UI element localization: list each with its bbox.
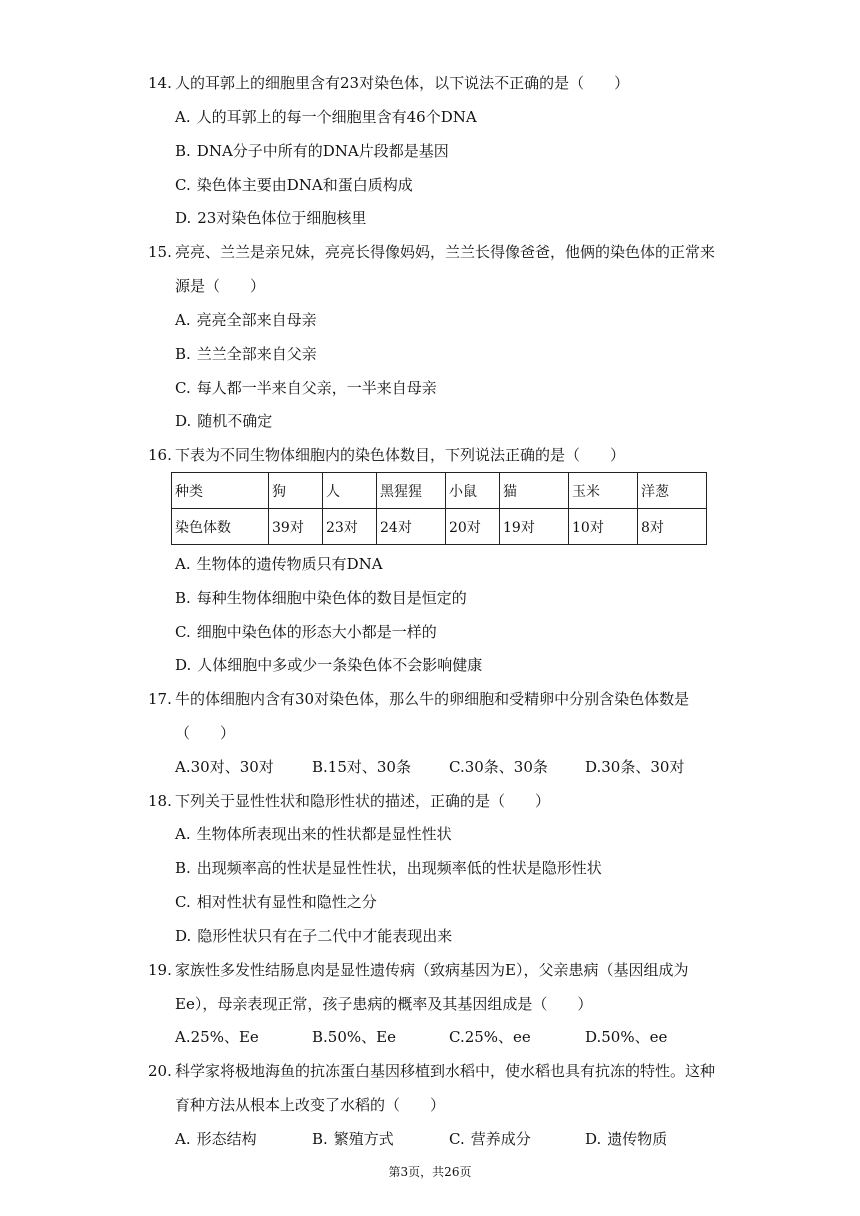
option-text: 23对染色体位于细胞核里 bbox=[197, 209, 367, 227]
option-letter: D. bbox=[175, 412, 192, 430]
option-letter: B. bbox=[175, 589, 191, 607]
option-text: 染色体主要由DNA和蛋白质构成 bbox=[196, 176, 413, 194]
question-text-continued: （ ） bbox=[175, 724, 236, 742]
option-a bbox=[175, 1129, 257, 1149]
table-cell: 猫 bbox=[500, 473, 569, 509]
option-d bbox=[175, 926, 452, 946]
question-15 bbox=[148, 242, 715, 262]
option-b bbox=[312, 1027, 396, 1047]
question-number: 19. bbox=[148, 961, 172, 979]
table-cell: 洋葱 bbox=[638, 473, 707, 509]
option-text: 30条、30条 bbox=[464, 758, 548, 776]
option-text: 15对、30条 bbox=[327, 758, 411, 776]
option-d bbox=[585, 1027, 667, 1047]
option-text: 出现频率高的性状是显性性状，出现频率低的性状是隐形性状 bbox=[196, 859, 602, 877]
option-letter: B. bbox=[175, 345, 191, 363]
option-text: 每人都一半来自父亲，一半来自母亲 bbox=[196, 379, 437, 397]
table-cell: 黑猩猩 bbox=[377, 473, 446, 509]
option-text: 随机不确定 bbox=[197, 412, 273, 430]
option-text: 生物体所表现出来的性状都是显性性状 bbox=[196, 825, 452, 843]
question-20 bbox=[148, 1061, 715, 1081]
option-b bbox=[175, 588, 467, 608]
question-16 bbox=[148, 445, 625, 465]
option-text: 50%、ee bbox=[601, 1028, 668, 1046]
question-number: 17. bbox=[148, 690, 172, 708]
question-number: 16. bbox=[148, 446, 172, 464]
option-d bbox=[175, 655, 482, 675]
question-text: 牛的体细胞内含有30对染色体，那么牛的卵细胞和受精卵中分别含染色体数是 bbox=[175, 690, 690, 708]
option-letter: C. bbox=[449, 1130, 465, 1148]
option-text: 每种生物体细胞中染色体的数目是恒定的 bbox=[196, 589, 467, 607]
option-letter: A. bbox=[175, 108, 191, 126]
option-a bbox=[175, 107, 477, 127]
option-c bbox=[449, 1027, 531, 1047]
option-text: 生物体的遗传物质只有DNA bbox=[196, 555, 383, 573]
option-c bbox=[175, 622, 437, 642]
option-a bbox=[175, 310, 317, 330]
question-text-continued: 育种方法从根本上改变了水稻的（ ） bbox=[175, 1096, 446, 1114]
option-letter: B. bbox=[312, 1028, 328, 1046]
option-letter: C. bbox=[175, 176, 191, 194]
option-text: 30对、30对 bbox=[190, 758, 274, 776]
option-letter: D. bbox=[175, 656, 192, 674]
question-text-continued: 源是（ ） bbox=[175, 277, 266, 295]
option-letter: D. bbox=[585, 758, 602, 776]
table-cell: 24对 bbox=[377, 509, 446, 545]
question-text: 家族性多发性结肠息肉是显性遗传病（致病基因为E），父亲患病（基因组成为 bbox=[175, 961, 689, 979]
question-text: 下表为不同生物体细胞内的染色体数目，下列说法正确的是（ ） bbox=[175, 446, 626, 464]
option-text: 50%、Ee bbox=[327, 1028, 396, 1046]
question-number: 15. bbox=[148, 243, 172, 261]
table-cell: 23对 bbox=[323, 509, 377, 545]
option-text: 人体细胞中多或少一条染色体不会影响健康 bbox=[197, 656, 483, 674]
option-letter: C. bbox=[449, 758, 465, 776]
option-c bbox=[175, 175, 413, 195]
question-18 bbox=[148, 791, 550, 811]
option-text: 遗传物质 bbox=[607, 1130, 668, 1148]
option-letter: C. bbox=[175, 893, 191, 911]
option-letter: C. bbox=[175, 379, 191, 397]
table-cell: 10对 bbox=[569, 509, 638, 545]
option-a bbox=[175, 824, 452, 844]
option-b bbox=[312, 1129, 394, 1149]
question-text: 人的耳郭上的细胞里含有23对染色体，以下说法不正确的是（ ） bbox=[175, 74, 630, 92]
option-letter: D. bbox=[585, 1028, 602, 1046]
question-19 bbox=[148, 960, 688, 980]
table-cell: 20对 bbox=[446, 509, 500, 545]
option-text: 25%、Ee bbox=[190, 1028, 259, 1046]
option-letter: B. bbox=[175, 859, 191, 877]
option-letter: A. bbox=[175, 311, 191, 329]
question-14 bbox=[148, 73, 629, 93]
question-number: 20. bbox=[148, 1062, 172, 1080]
question-number: 14. bbox=[148, 74, 172, 92]
question-number: 18. bbox=[148, 792, 172, 810]
option-letter: A. bbox=[175, 1028, 191, 1046]
table-cell: 人 bbox=[323, 473, 377, 509]
option-d bbox=[585, 1129, 667, 1149]
option-letter: A. bbox=[175, 1130, 191, 1148]
option-text: 兰兰全部来自父亲 bbox=[196, 345, 317, 363]
option-letter: B. bbox=[312, 758, 328, 776]
option-text: 30条、30对 bbox=[601, 758, 685, 776]
option-letter: D. bbox=[175, 927, 192, 945]
table-cell: 8对 bbox=[638, 509, 707, 545]
option-letter: B. bbox=[312, 1130, 328, 1148]
option-text: 细胞中染色体的形态大小都是一样的 bbox=[196, 623, 437, 641]
table-cell: 种类 bbox=[172, 473, 269, 509]
table-cell: 狗 bbox=[269, 473, 323, 509]
question-text: 亮亮、兰兰是亲兄妹，亮亮长得像妈妈，兰兰长得像爸爸，他俩的染色体的正常来 bbox=[175, 243, 716, 261]
option-d bbox=[175, 411, 272, 431]
question-text-continued: Ee），母亲表现正常，孩子患病的概率及其基因组成是（ ） bbox=[175, 995, 593, 1013]
question-17 bbox=[148, 689, 689, 709]
option-text: DNA分子中所有的DNA片段都是基因 bbox=[196, 142, 449, 160]
table-cell: 小鼠 bbox=[446, 473, 500, 509]
option-b bbox=[312, 757, 411, 777]
option-c bbox=[449, 757, 548, 777]
option-a bbox=[175, 757, 274, 777]
option-letter: A. bbox=[175, 555, 191, 573]
option-c bbox=[175, 892, 377, 912]
option-c bbox=[175, 378, 437, 398]
option-text: 形态结构 bbox=[196, 1130, 257, 1148]
table-cell: 玉米 bbox=[569, 473, 638, 509]
option-d bbox=[175, 208, 366, 228]
question-text: 下列关于显性性状和隐形性状的描述，正确的是（ ） bbox=[175, 792, 551, 810]
table-cell: 39对 bbox=[269, 509, 323, 545]
table-row bbox=[172, 509, 707, 545]
option-b bbox=[175, 141, 449, 161]
option-text: 人的耳郭上的每一个细胞里含有46个DNA bbox=[196, 108, 477, 126]
option-b bbox=[175, 344, 317, 364]
option-letter: D. bbox=[585, 1130, 602, 1148]
chromosome-table bbox=[171, 472, 707, 545]
option-letter: A. bbox=[175, 825, 191, 843]
table-header-row bbox=[172, 473, 707, 509]
option-d bbox=[585, 757, 684, 777]
option-text: 亮亮全部来自母亲 bbox=[196, 311, 317, 329]
option-c bbox=[449, 1129, 531, 1149]
option-letter: B. bbox=[175, 142, 191, 160]
option-a bbox=[175, 554, 383, 574]
question-text: 科学家将极地海鱼的抗冻蛋白基因移植到水稻中，使水稻也具有抗冻的特性。这种 bbox=[175, 1062, 716, 1080]
option-letter: D. bbox=[175, 209, 192, 227]
option-a bbox=[175, 1027, 259, 1047]
option-text: 营养成分 bbox=[470, 1130, 531, 1148]
table-cell: 19对 bbox=[500, 509, 569, 545]
option-text: 繁殖方式 bbox=[333, 1130, 394, 1148]
option-text: 隐形性状只有在子二代中才能表现出来 bbox=[197, 927, 453, 945]
option-letter: A. bbox=[175, 758, 191, 776]
option-letter: C. bbox=[449, 1028, 465, 1046]
option-b bbox=[175, 858, 602, 878]
option-text: 25%、ee bbox=[464, 1028, 531, 1046]
table-cell: 染色体数 bbox=[172, 509, 269, 545]
option-letter: C. bbox=[175, 623, 191, 641]
option-text: 相对性状有显性和隐性之分 bbox=[196, 893, 377, 911]
page-number-footer: 第3页，共26页 bbox=[388, 1165, 472, 1179]
